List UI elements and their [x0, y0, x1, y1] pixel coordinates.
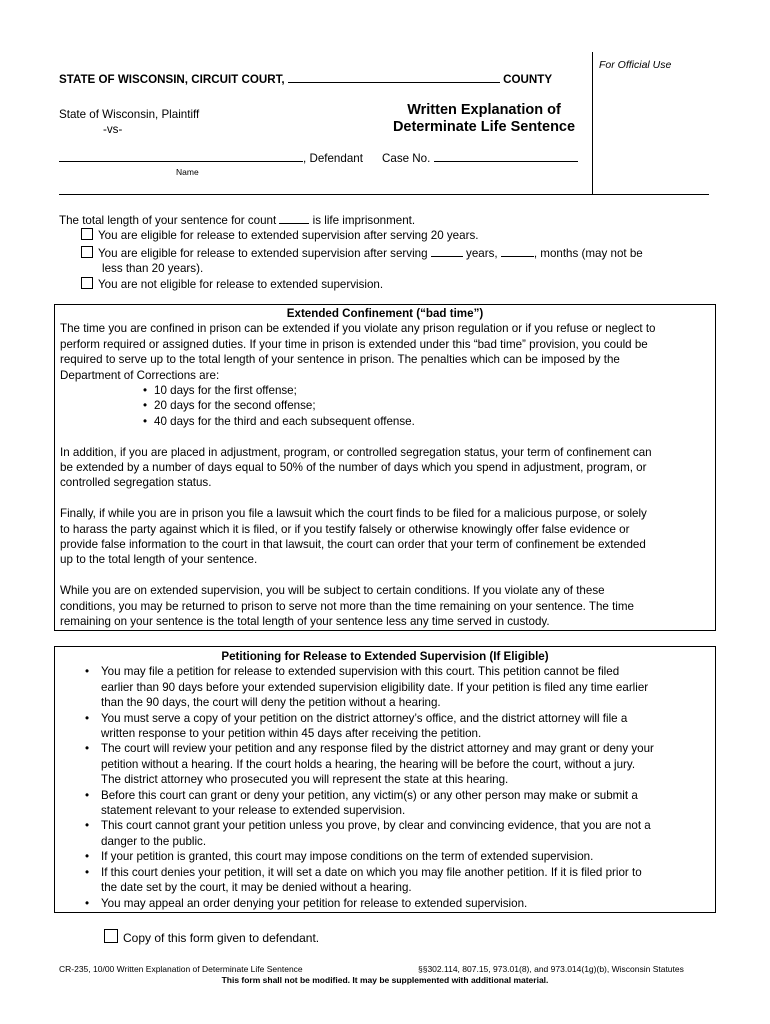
confinement-paragraph-1	[60, 321, 715, 383]
copy-given-line	[104, 929, 319, 946]
petition-item	[55, 711, 715, 742]
petition-item-line: • You must serve a copy of your petition on the district attorney’s office, and the district attorney will file a	[101, 711, 628, 725]
petition-item-line: • This court cannot grant your petition unless you prove, by clear and convincing evidence, that you are not a	[101, 819, 651, 833]
petition-list	[55, 664, 715, 911]
petition-item-line: danger to the public.	[101, 834, 207, 848]
confinement-p4-line: conditions, you may be returned to prison to serve not more than the time remaining on your sentence. The time	[60, 599, 634, 613]
court-prefix: STATE OF WISCONSIN, CIRCUIT COURT,	[59, 73, 285, 86]
confinement-paragraph-3	[60, 506, 715, 568]
confinement-heading: Extended Confinement (“bad time”)	[286, 307, 484, 320]
sentence-intro-end: is life imprisonment.	[312, 214, 416, 227]
extended-confinement-box	[54, 304, 716, 631]
option-not-eligible-label: You are not eligible for release to extended supervision.	[98, 277, 384, 291]
option-custom-label-c: , months (may not be	[533, 246, 643, 260]
petition-item-line: • If your petition is granted, this court may impose conditions on the term of extended supervision.	[101, 850, 594, 864]
official-use-divider	[592, 52, 593, 195]
petition-item	[55, 896, 715, 911]
petition-item-line: • If this court denies your petition, it will set a date on which you may file another petition. If it is filed prior to	[101, 865, 642, 879]
official-use-label: For Official Use	[599, 59, 672, 71]
confinement-p2-line: In addition, if you are placed in adjustment, program, or controlled segregation status, your term of confinement can	[60, 445, 652, 459]
petition-heading: Petitioning for Release to Extended Supervision (If Eligible)	[221, 650, 549, 663]
confinement-paragraph-2	[60, 445, 715, 491]
court-line	[59, 70, 552, 87]
case-number-field[interactable]	[434, 149, 578, 162]
petition-item-line: The district attorney who prosecuted you will represent the state at this hearing.	[101, 773, 509, 787]
sentence-intro	[59, 211, 719, 228]
petition-item	[55, 664, 715, 710]
petition-item-line: than the 90 days, the court will deny the petition without a hearing.	[101, 696, 441, 710]
defendant-label: , Defendant	[303, 152, 363, 165]
vs-label: -vs-	[103, 123, 123, 136]
option-custom-label-a: You are eligible for release to extended supervision after serving	[98, 246, 428, 260]
confinement-paragraph-4	[60, 583, 715, 629]
petition-item-line: written response to your petition within 45 days after receiving the petition.	[101, 727, 482, 741]
title-line-1: Written Explanation of	[407, 102, 561, 118]
statutes-reference: §§302.114, 807.15, 973.01(8), and 973.014(1g)(b), Wisconsin Statutes	[418, 964, 684, 974]
county-name-field[interactable]	[288, 70, 500, 83]
option-custom-label-d: less than 20 years).	[102, 262, 204, 276]
modification-notice: This form shall not be modified. It may be supplemented with additional material.	[221, 975, 549, 985]
option-not-eligible	[59, 277, 719, 292]
penalty-item: • 10 days for the first offense;	[60, 383, 715, 398]
petition-item-line: • The court will review your petition and any response filed by the district attorney and may grant or deny your	[101, 742, 654, 756]
title-line-2: Determinate Life Sentence	[392, 119, 576, 135]
copy-given-label: Copy of this form given to defendant.	[123, 931, 320, 945]
petition-item-line: statement relevant to your release to extended supervision.	[101, 804, 406, 818]
petition-item	[55, 849, 715, 864]
header-separator	[59, 194, 709, 195]
confinement-p1-line: The time you are confined in prison can be extended if you violate any prison regulation or if you refuse or neglect to	[60, 322, 656, 336]
checkbox-20-years[interactable]	[81, 228, 93, 240]
sentence-section	[59, 211, 719, 292]
plaintiff-label: State of Wisconsin, Plaintiff	[59, 108, 200, 121]
confinement-p1-line: required to serve up to the total length of your sentence in prison. The penalties which can be imposed by the	[60, 353, 620, 367]
months-field[interactable]	[501, 244, 534, 257]
checkbox-copy-given[interactable]	[104, 929, 118, 943]
defendant-line	[59, 149, 363, 166]
option-20-years-label: You are eligible for release to extended supervision after serving 20 years.	[98, 229, 479, 243]
option-custom-label-b: years,	[466, 246, 498, 260]
option-custom-term	[59, 244, 719, 261]
petition-item-line: the date set by the court, it may be denied without a hearing.	[101, 881, 412, 895]
confinement-p2-line: be extended by a number of days equal to 50% of the number of days which you spend in adjustment, program, or	[60, 461, 647, 475]
checkbox-custom-term[interactable]	[81, 246, 93, 258]
count-field[interactable]	[279, 211, 309, 224]
petition-item	[55, 788, 715, 819]
confinement-p3-line: Finally, if while you are in prison you file a lawsuit which the court finds to be filed for a malicious purpose, or solely	[60, 507, 647, 521]
confinement-p1-line: Department of Corrections are:	[60, 368, 220, 382]
defendant-name-field[interactable]	[59, 149, 303, 162]
option-20-years	[59, 228, 719, 243]
years-field[interactable]	[431, 244, 463, 257]
checkbox-not-eligible[interactable]	[81, 277, 93, 289]
petition-item-line: earlier than 90 days before your extended supervision eligibility date. If your petition is filed any time earlier	[101, 680, 649, 694]
penalty-item: • 40 days for the third and each subsequent offense.	[60, 414, 715, 429]
sentence-intro-text: The total length of your sentence for count	[59, 214, 277, 227]
case-no-label: Case No.	[382, 152, 431, 165]
petition-item	[55, 865, 715, 896]
petition-item	[55, 741, 715, 787]
confinement-p4-line: remaining on your sentence is the total length of your sentence less any time served in custody.	[60, 615, 550, 629]
confinement-p3-line: provide false information to the court in that lawsuit, the court can order that your term of confinement be extended	[60, 538, 646, 552]
document-title	[380, 102, 588, 136]
county-label: COUNTY	[503, 73, 553, 86]
petitioning-box	[54, 646, 716, 913]
confinement-p3-line: to harass the party against which it is filed, or if you testify falsely or otherwise knowingly offer false evidence or	[60, 522, 630, 536]
form-id: CR-235, 10/00 Written Explanation of Determinate Life Sentence	[59, 964, 303, 974]
petition-item-line: • You may appeal an order denying your petition for release to extended supervision.	[101, 896, 528, 910]
petition-item	[55, 818, 715, 849]
petition-item-line: • Before this court can grant or deny your petition, any victim(s) or any other person may make or submit a	[101, 788, 638, 802]
confinement-p2-line: controlled segregation status.	[60, 476, 212, 490]
penalty-list	[60, 383, 715, 429]
petition-item-line: petition without a hearing. If the court holds a hearing, the hearing will be before the court, without a jury.	[101, 757, 636, 771]
petition-item-line: • You may file a petition for release to extended supervision with this court. This petition cannot be filed	[101, 665, 620, 679]
name-caption: Name	[176, 167, 199, 177]
penalty-item: • 20 days for the second offense;	[60, 398, 715, 413]
confinement-p3-line: up to the total length of your sentence.	[60, 553, 258, 567]
confinement-p4-line: While you are on extended supervision, you will be subject to certain conditions. If you violate any of these	[60, 584, 605, 598]
confinement-p1-line: perform required or assigned duties. If your time in prison is extended under this “bad time” provision, you could be	[60, 337, 648, 351]
case-number-line	[382, 149, 578, 166]
